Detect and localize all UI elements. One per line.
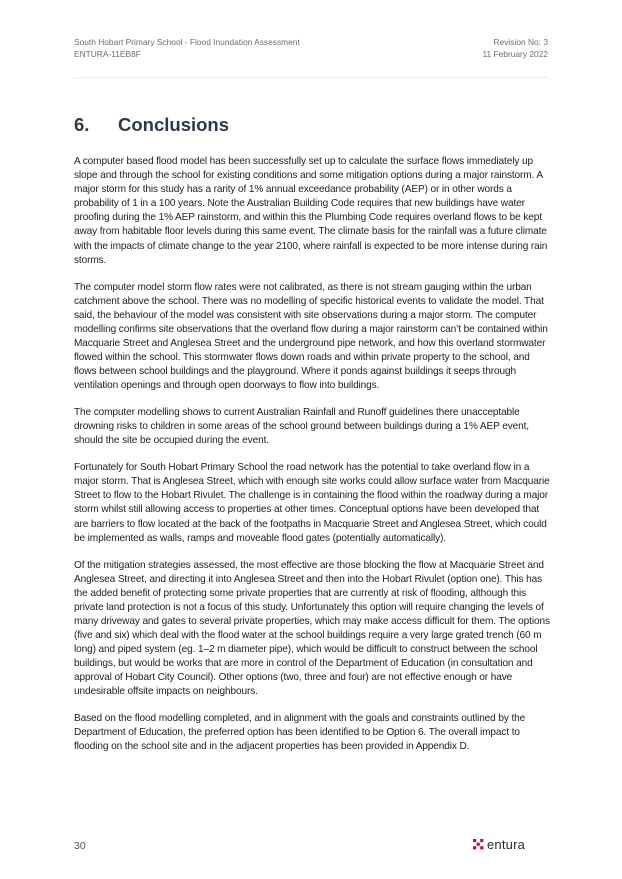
paragraph: Of the mitigation strategies assessed, the most effective are those blocking the flow at Macquarie Street and Anglesea Street, and directing it into Anglesea Street and then into the Hobart Rivulet (option one). This has the added benefit of protecting some private properties that are currently at risk of flooding, although this private land protection is not a focus of this study. Unfortunately this option will require changing the levels of many driveway and gates to several private properties, which may make access difficult for them. The options (five and six) which deal with the flood water at the school buildings require a very large grated trench (60 m long) and piped system (eg. 1–2 m diameter pipe), which would be difficult to construct between the school buildings, but would be works that are more in control of the Department of Education (in consultation and approval of Hobart City Council). Other options (two, three and four) are not effective enough or have undesirable offsite impacts on neighbours. bbox=[74, 559, 550, 698]
logo-square bbox=[480, 846, 483, 849]
revision-date: 11 February 2022 bbox=[482, 49, 548, 59]
paragraph: The computer modelling shows to current Australian Rainfall and Runoff guidelines there unacceptable drowning risks to children in some areas of the school ground between buildings during a 1% AEP event, should the site be occupied during the event. bbox=[74, 407, 529, 447]
paragraph: Based on the flood modelling completed, and in alignment with the goals and constraints outlined by the Department of Education, the preferred option has been identified to be Option 6. The overall impact to flooding on the school site and in the adjacent properties has been provided in Appendix D. bbox=[74, 713, 526, 753]
entura-logo bbox=[473, 837, 525, 852]
page-header-right bbox=[483, 36, 549, 60]
section-title: Conclusions bbox=[118, 114, 230, 135]
document-code: ENTURA-11EB8F bbox=[74, 49, 141, 59]
logo-square bbox=[473, 846, 476, 849]
logo-square bbox=[477, 843, 480, 846]
paragraph: A computer based flood model has been successfully set up to calculate the surface flows immediately up slope and through the school for existing conditions and some mitigation options during a major rainstorm. A major storm for this study has a rarity of 1% annual exceedance probability (AEP) or in other words a probability of 1 in a 100 years. Note the Australian Building Code requires that new buildings have water proofing during the 1% AEP rainstorm, and within this the Plumbing Code requires overland flows to be kept away from habitable floor levels during this same event. The climate basis for the rainfall was a future climate with the impacts of climate change to the year 2100, where rainfall is expected to be more intense during rain storms. bbox=[74, 156, 548, 266]
document-title: South Hobart Primary School - Flood Inundation Assessment bbox=[74, 37, 300, 47]
section-number: 6. bbox=[74, 114, 90, 135]
logo-square bbox=[473, 839, 476, 842]
header-divider bbox=[74, 77, 548, 78]
revision-number: Revision No: 3 bbox=[493, 37, 548, 47]
body-text bbox=[74, 155, 550, 767]
logo-square bbox=[480, 839, 483, 842]
logo-text: entura bbox=[487, 837, 526, 852]
page-number: 30 bbox=[74, 840, 86, 852]
paragraph: Fortunately for South Hobart Primary School the road network has the potential to take overland flow in a major storm. That is Anglesea Street, which with enough site works could allow surface water from Macquarie Street to flow to the Hobart Rivulet. The challenge is in containing the flood within the roadway during a major storm whilst still allowing access to properties at other times. Conceptual options have been developed that are barriers to flow located at the back of the footpaths in Macquarie Street and Anglesea Street, which could be implemented as walls, ramps and moveable flood gates (potentially automatically). bbox=[74, 462, 550, 544]
section-heading bbox=[74, 114, 229, 136]
page-header-left bbox=[74, 36, 300, 60]
paragraph: The computer model storm flow rates were not calibrated, as there is not stream gauging within the urban catchment above the school. There was no modelling of specific historical events to validate the model. That said, the behaviour of the model was consistent with site observations during a major storm. The computer modelling confirms site observations that the overland flow during a major rainstorm can’t be contained within Macquarie Street and Anglesea Street and the underground pipe network, and how this overland stormwater flowed within the school. This stormwater flows down roads and within private property to the school, and flows between school buildings and the playground. Where it ponds against buildings it seeps through ventilation openings and through open doorways to flow into buildings. bbox=[74, 281, 548, 392]
entura-cross-logo-icon bbox=[473, 839, 484, 850]
